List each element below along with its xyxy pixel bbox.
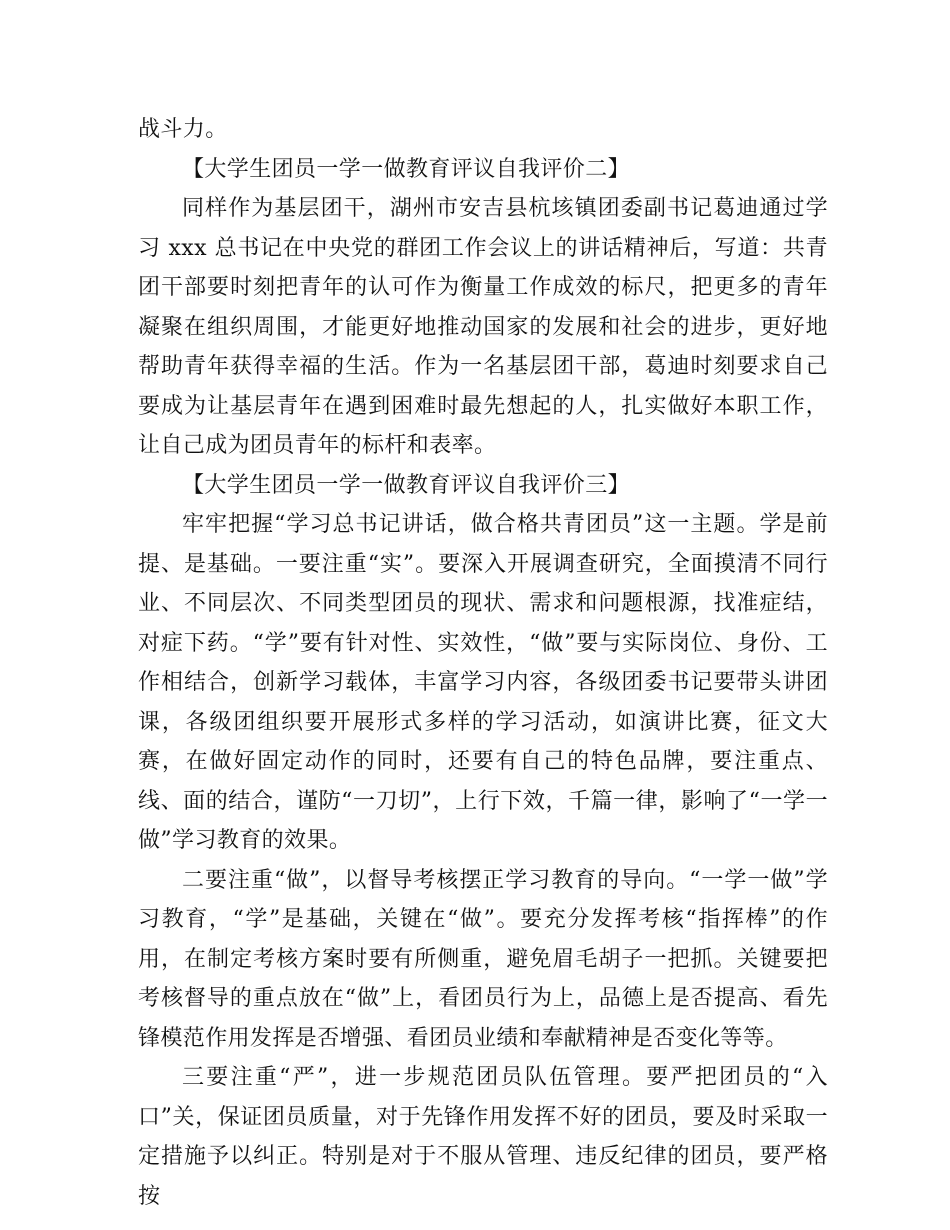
section-heading: 【大学生团员一学一做教育评议自我评价三】 [182,472,631,498]
section-heading: 【大学生团员一学一做教育评议自我评价二】 [182,156,631,182]
document-page [138,110,828,1216]
body-paragraph: 牢牢把握“学习总书记讲话，做合格共青团员”这一主题。学是前提、是基础。一要注重“实”。要深入开展调查研究，全面摸清不同行业、不同层次、不同类型团员的现状、需求和问题根源，找准症结，对症下药。“学”要有针对性、实效性，“做”要与实际岗位、身份、工作相结合，创新学习载体，丰富学习内容，各级团委书记要带头讲团课，各级团组织要开展形式多样的学习活动，如演讲比赛，征文大赛，在做好固定动作的同时，还要有自己的特色品牌，要注重点、线、面的结合，谨防“一刀切”，上行下效，千篇一律，影响了“一学一做”学习教育的效果。 [138,512,828,853]
body-paragraph: 三要注重“严”，进一步规范团员队伍管理。要严把团员的“入口”关，保证团员质量，对于先锋作用发挥不好的团员，要及时采取一定措施予以纠正。特别是对于不服从管理、违反纪律的团员，要严格按 [138,1065,828,1209]
body-paragraph: 二要注重“做”，以督导考核摆正学习教育的导向。“一学一做”学习教育，“学”是基础，关键在“做”。要充分发挥考核“指挥棒”的作用，在制定考核方案时要有所侧重，避免眉毛胡子一把抓。关键要把考核督导的重点放在“做”上，看团员行为上，品德上是否提高、看先锋模范作用发挥是否增强、看团员业绩和奉献精神是否变化等等。 [138,867,828,1051]
body-paragraph: 战斗力。 [138,117,228,142]
body-paragraph: 同样作为基层团干，湖州市安吉县杭垓镇团委副书记葛迪通过学习 xxx 总书记在中央党的群团工作会议上的讲话精神后，写道：共青团干部要时刻把青年的认可作为衡量工作成效的标尺，把更多的青年凝聚在组织周围，才能更好地推动国家的发展和社会的进步，更好地帮助青年获得幸福的生活。作为一名基层团干部，葛迪时刻要求自己要成为让基层青年在遇到困难时最先想起的人，扎实做好本职工作，让自己成为团员青年的标杆和表率。 [138,196,828,458]
